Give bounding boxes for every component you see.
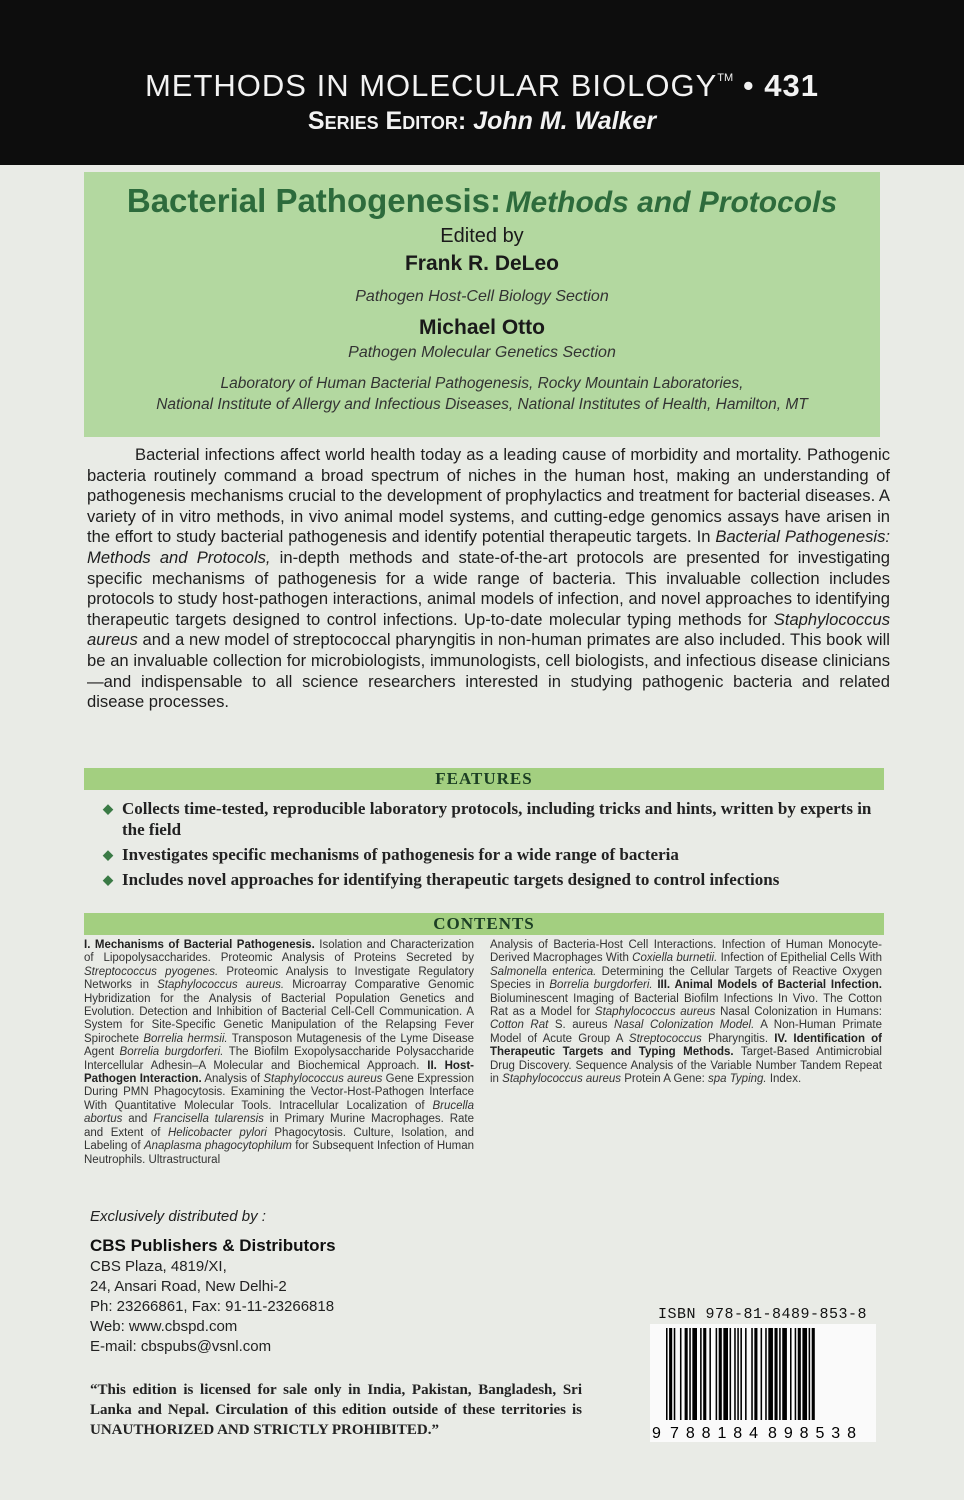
contents-text: Protein A Gene:	[621, 1073, 709, 1086]
volume-number: 431	[764, 68, 820, 103]
blurb-book-title: Bacterial Pathogenesis: Methods and Protocols,	[87, 527, 890, 567]
barcode-bar	[723, 1328, 728, 1420]
contents-italic: Salmonella enterica.	[490, 965, 597, 978]
barcode-digits-right: 898538	[768, 1425, 856, 1442]
barcode-bar	[703, 1328, 706, 1420]
distributor-address-line: 24, Ansari Road, New Delhi-2	[90, 1278, 287, 1295]
barcode-bar	[730, 1328, 732, 1420]
barcode-bar	[689, 1328, 691, 1420]
contents-text: and	[122, 1113, 154, 1126]
contents-italic: Nasal Colonization Model.	[614, 1019, 755, 1032]
barcode-bar	[674, 1328, 676, 1420]
barcode-area	[650, 1324, 876, 1442]
contents-text: S. aureus	[548, 1019, 614, 1032]
institution-line-1: Laboratory of Human Bacterial Pathogenesis, Rocky Mountain Laboratories,	[220, 375, 744, 392]
feature-text: Includes novel approaches for identifying therapeutic targets designed to control infections	[122, 870, 780, 889]
feature-item	[100, 869, 880, 890]
barcode-bar	[680, 1328, 682, 1420]
contents-section-3: III. Animal Models of Bacterial Infection.	[652, 979, 882, 992]
series-editor-label: Series Editor:	[307, 107, 467, 135]
trademark: TM	[717, 72, 734, 84]
barcode-bar	[775, 1328, 778, 1420]
editor-1-name: Frank R. DeLeo	[404, 252, 560, 275]
contents-text: in Primary Murine Macrophages. Rate and Extent of	[84, 1113, 475, 1139]
series-editor-line	[0, 107, 964, 136]
editor-2-name: Michael Otto	[418, 316, 545, 339]
contents-italic: Borrelia hermsii.	[143, 1032, 228, 1045]
barcode-bar	[761, 1328, 763, 1420]
barcode-bar	[795, 1328, 797, 1420]
barcode-bar	[798, 1328, 801, 1420]
contents-text: Nasal Colonization in Humans:	[715, 1006, 882, 1019]
contents-text: Index.	[766, 1073, 802, 1086]
contents-text: Microarray Comparative Genomic Hybridization for the Analysis of Bacterial Population Genetics and Evolution. Detection and Inhibition of Bacterial Cell-Cell Communication. A System for Site-Specific Genetic Manipulation of the Relapsing Fever Spirochete	[84, 979, 474, 1045]
barcode-bar	[740, 1328, 742, 1420]
features-list	[100, 798, 880, 894]
contents-text: The Biofilm Exopolysaccharide Polysaccharide Intercellular Adhesin–A Molecular and Biochemical Approach.	[84, 1046, 475, 1072]
barcode-bar	[754, 1328, 757, 1420]
barcode-bar	[692, 1328, 697, 1420]
barcode-bar	[700, 1328, 702, 1420]
book-title-main: Bacterial Pathogenesis:	[126, 182, 501, 219]
contents-italic: Streptococcus	[628, 1032, 702, 1045]
barcode-bar	[751, 1328, 753, 1420]
distributor-phone: Ph: 23266861, Fax: 91-11-23266818	[90, 1298, 335, 1315]
diamond-bullet-icon: ◆	[103, 847, 113, 862]
contents-text: Analysis of	[201, 1073, 264, 1086]
contents-italic: Borrelia burgdorferi.	[119, 1046, 224, 1059]
bullet-separator: •	[742, 68, 755, 103]
editor-1-affiliation: Pathogen Host-Cell Biology Section	[355, 288, 609, 305]
contents-column-right	[490, 939, 882, 1086]
barcode-bar	[669, 1328, 672, 1420]
barcode-bar	[802, 1328, 807, 1420]
contents-italic: Coxiella burnetii.	[632, 952, 718, 965]
contents-heading: CONTENTS	[84, 913, 884, 935]
barcode-digits-left: 788184	[670, 1425, 758, 1442]
contents-italic: Staphylococcus aureus.	[157, 979, 285, 992]
barcode-bar	[737, 1328, 739, 1420]
barcode-bar	[734, 1328, 736, 1420]
contents-text: Bioluminescent Imaging of Bacterial Biofilm Infections In Vivo. The Cotton Rat as a Model for	[490, 992, 882, 1019]
contents-italic: spa Typing.	[708, 1073, 767, 1086]
contents-text: Pharyngitis.	[701, 1032, 775, 1045]
license-notice: “This edition is licensed for sale only in India, Pakistan, Bangladesh, Sri Lanka and Nepal. Circulation of this edition outside of these territories is UNAUTHORIZED AND STRICTLY PROHIBITED.”	[90, 1382, 582, 1438]
contents-text: Proteomic Analysis to Investigate Regulatory Networks in	[84, 965, 474, 992]
barcode-bar	[779, 1328, 781, 1420]
contents-italic: Francisella tularensis	[153, 1113, 264, 1126]
barcode-bar	[782, 1328, 787, 1420]
contents-text: Phagocytosis. Culture, Isolation, and Labeling of	[84, 1126, 474, 1153]
series-header-band	[0, 0, 964, 165]
contents-section-2: II. Host-Pathogen Interaction.	[84, 1059, 475, 1086]
barcode-bar	[685, 1328, 688, 1420]
book-title	[84, 182, 880, 220]
feature-item	[100, 798, 880, 840]
contents-text: Target-Based Antimicrobial Drug Discovery. Sequence Analysis of the Variable Number Tandem Repeat in	[490, 1046, 882, 1086]
distributor-label: Exclusively distributed by :	[90, 1208, 266, 1225]
blurb-part-1: Bacterial infections affect world health today as a leading cause of morbidity and mortality. Pathogenic bacteria routinely command a broad spectrum of niches in the human host, making an understanding of pathogenesis mechanisms crucial to the development of prophylactics and treatment for bacterial diseases. A variety of in vitro methods, in vivo animal model systems, and cutting-edge genomics assays have arisen in the effort to study bacterial pathogenesis and identify potential therapeutic targets. In	[87, 445, 890, 547]
contents-text: A Non-Human Primate Model of Acute Group A	[490, 1019, 882, 1045]
contents-italic: Anaplasma phagocytophilum	[143, 1140, 292, 1153]
contents-text: Isolation and Characterization of Lipopolysaccharides. Proteomic Analysis of Proteins Secreted by	[84, 939, 474, 965]
distributor-name: CBS Publishers & Distributors	[90, 1236, 336, 1255]
diamond-bullet-icon: ◆	[103, 872, 113, 887]
barcode-bar	[666, 1328, 668, 1420]
book-title-sub: Methods and Protocols	[505, 186, 838, 219]
distributor-address-line: CBS Plaza, 4819/XI,	[90, 1258, 227, 1275]
barcode-bar	[790, 1328, 792, 1420]
description-paragraph	[87, 445, 890, 713]
feature-text: Investigates specific mechanisms of pathogenesis for a wide range of bacteria	[122, 845, 679, 864]
contents-text: Gene Expression During PMN Phagocytosis. Examining the Vector-Host-Pathogen Interface With Quantitative Molecular Tools. Intracellular Localization of	[84, 1073, 474, 1112]
barcode	[650, 1324, 876, 1442]
contents-italic: Borrelia burgdorferi.	[549, 979, 653, 992]
diamond-bullet-icon: ◆	[103, 801, 113, 816]
contents-italic: Streptococcus pyogenes.	[84, 965, 219, 978]
feature-text: Collects time-tested, reproducible laboratory protocols, including tricks and hints, written by experts in the field	[122, 799, 872, 839]
barcode-bar	[765, 1328, 767, 1420]
contents-italic: Staphylococcus aureus	[502, 1073, 622, 1086]
contents-text: for Subsequent Infection of Human Neutrophils. Ultrastructural	[84, 1140, 474, 1166]
series-name: METHODS IN MOLECULAR BIOLOGY	[144, 68, 718, 103]
barcode-bar	[768, 1328, 773, 1420]
distributor-email: E-mail: cbspubs@vsnl.com	[90, 1338, 272, 1355]
contents-section-4: IV. Identification of Therapeutic Targets and Typing Methods.	[490, 1032, 882, 1059]
blurb-part-3: and a new model of streptococcal pharyngitis in non-human primates are also included. This book will be an invaluable collection for microbiologists, immunologists, cell biologists, and infectious disease clinicians—and indispensable to all science researchers interested in studying pathogenic bacteria and related disease processes.	[87, 630, 890, 712]
contents-italic: Staphylococcus aureus	[263, 1073, 383, 1086]
contents-italic: Staphylococcus aureus	[594, 1006, 716, 1019]
barcode-bar	[716, 1328, 718, 1420]
blurb-part-2: in-depth methods and state-of-the-art protocols are presented for investigating specific mechanisms of pathogenesis for a wide range of bacteria. This invaluable collection includes protocols to study host-pathogen interactions, animal models of infection, and novel approaches to identifying therapeutic targets designed to control infections. Up-to-date molecular typing methods for	[87, 547, 890, 629]
contents-column-left	[84, 939, 474, 1167]
editor-2-affiliation: Pathogen Molecular Genetics Section	[348, 344, 616, 361]
barcode-bar	[745, 1328, 747, 1420]
feature-item	[100, 844, 880, 865]
barcode-bar	[809, 1328, 811, 1420]
series-editor-name: John M. Walker	[473, 107, 657, 135]
contents-italic: Cotton Rat	[490, 1019, 549, 1032]
title-box	[84, 172, 880, 437]
contents-italic: Brucella abortus	[84, 1099, 474, 1126]
contents-section-1: I. Mechanisms of Bacterial Pathogenesis.	[84, 939, 315, 951]
features-heading: FEATURES	[84, 768, 884, 790]
edited-by: Edited by	[440, 225, 524, 247]
blurb-species: Staphylococcus aureus	[87, 609, 890, 650]
contents-text: Transposon Mutagenesis of the Lyme Disease Agent	[84, 1032, 474, 1059]
barcode-bar	[812, 1328, 815, 1420]
barcode-bar	[719, 1328, 722, 1420]
contents-text: Infection of Epithelial Cells With	[717, 952, 882, 965]
isbn-label: ISBN 978-81-8489-853-8	[658, 1306, 868, 1323]
contents-text: Determining the Cellular Targets of Reactive Oxygen Species in	[490, 965, 882, 992]
contents-italic: Helicobacter pylori	[167, 1126, 267, 1139]
barcode-digit-prefix: 9	[652, 1425, 661, 1442]
institution-line-2: National Institute of Allergy and Infectious Diseases, National Institutes of Health, Hamilton, MT	[156, 396, 808, 413]
barcode-bars	[666, 1328, 815, 1420]
distributor-web: Web: www.cbspd.com	[90, 1318, 238, 1335]
barcode-bar	[709, 1328, 711, 1420]
series-title	[0, 68, 964, 104]
contents-text: Analysis of Bacteria-Host Cell Interactions. Infection of Human Monocyte-Derived Macrophages With	[490, 939, 882, 965]
